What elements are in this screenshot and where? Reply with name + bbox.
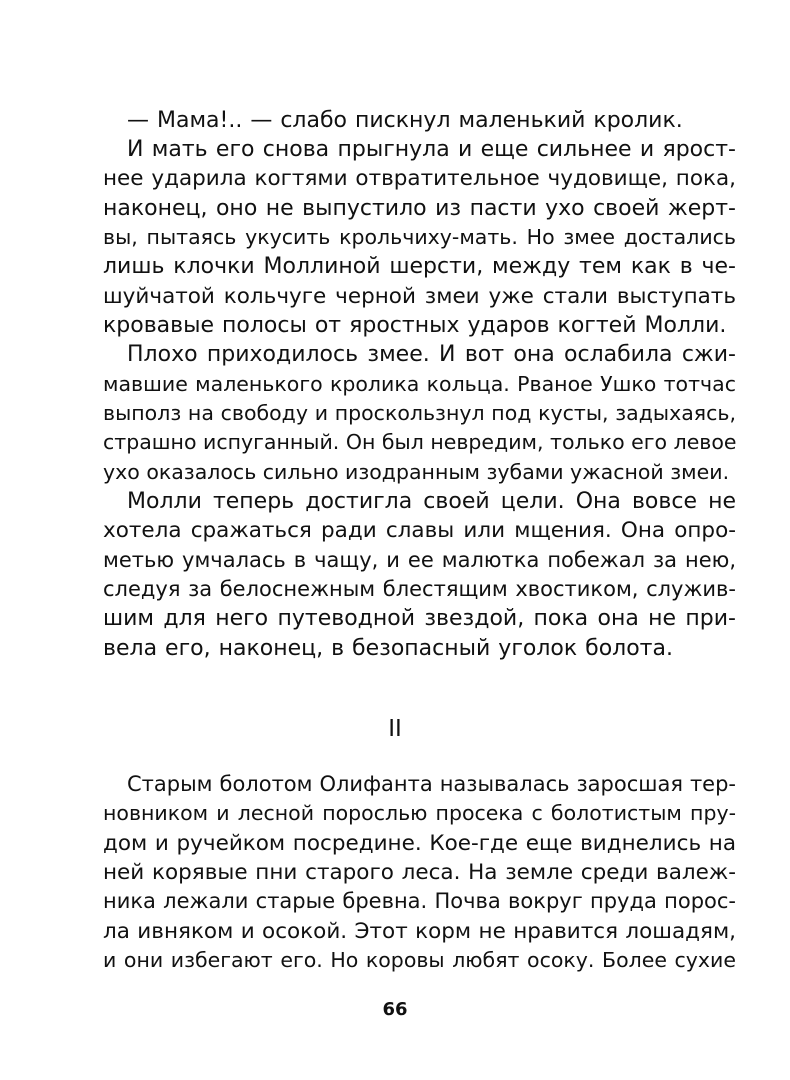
text-line: наконец, оно не выпустило из пасти ухо своей жерт- bbox=[103, 196, 736, 221]
text-line: шим для него путеводной звездой, пока она не при- bbox=[103, 606, 736, 631]
text-line: следуя за белоснежным блестящим хвостиком, служив- bbox=[103, 577, 736, 601]
text-line: хотела сражаться ради славы или мщения. Она опро- bbox=[103, 518, 736, 543]
text-line: — Мама!.. — слабо пискнул маленький кролик. bbox=[127, 108, 683, 133]
text-line: Молли теперь достигла своей цели. Она вовсе не bbox=[127, 489, 736, 514]
text-line: дом и ручейком посредине. Кое-где еще виднелись на bbox=[103, 831, 736, 856]
text-line: кровавые полосы от яростных ударов когтей Молли. bbox=[103, 313, 727, 338]
text-line: выполз на свободу и проскользнул под кусты, задыхаясь, bbox=[103, 401, 736, 425]
text-line: вы, пытаясь укусить крольчиху-мать. Но змее достались bbox=[103, 225, 736, 249]
text-line: Старым болотом Олифанта называлась заросшая тер- bbox=[127, 772, 736, 796]
page-number: 66 bbox=[382, 999, 408, 1020]
text-line: Плохо приходилось змее. И вот она ослабила сжи- bbox=[127, 342, 736, 367]
text-line: и они избегают его. Но коровы любят осоку. Более сухие bbox=[103, 948, 736, 972]
text-line: страшно испуганный. Он был невредим, только его левое bbox=[103, 430, 737, 454]
text-line: метью умчалась в чащу, и ее малютка побежал за нею, bbox=[103, 548, 736, 572]
text-line: ника лежали старые бревна. Почва вокруг пруда порос- bbox=[103, 889, 736, 913]
text-line: ла ивняком и осокой. Этот корм не нравится лошадям, bbox=[103, 919, 736, 944]
chapter-heading: II bbox=[388, 716, 402, 742]
text-line: мавшие маленького кролика кольца. Рваное Ушко тотчас bbox=[103, 372, 736, 396]
text-line: ухо оказалось сильно изодранным зубами ужасной змеи. bbox=[103, 460, 730, 484]
text-line: новником и лесной порослью просека с болотистым пру- bbox=[103, 801, 736, 825]
text-line: нее ударила когтями отвратительное чудовище, пока, bbox=[103, 166, 736, 191]
text-line: лишь клочки Моллиной шерсти, между тем как в че- bbox=[103, 254, 736, 279]
text-line: шуйчатой кольчуге черной змеи уже стали выступать bbox=[103, 284, 736, 309]
text-line: вела его, наконец, в безопасный уголок болота. bbox=[103, 636, 673, 661]
text-line: ней корявые пни старого леса. На земле среди валеж- bbox=[103, 860, 736, 885]
text-line: И мать его снова прыгнула и еще сильнее и ярост- bbox=[127, 137, 736, 162]
